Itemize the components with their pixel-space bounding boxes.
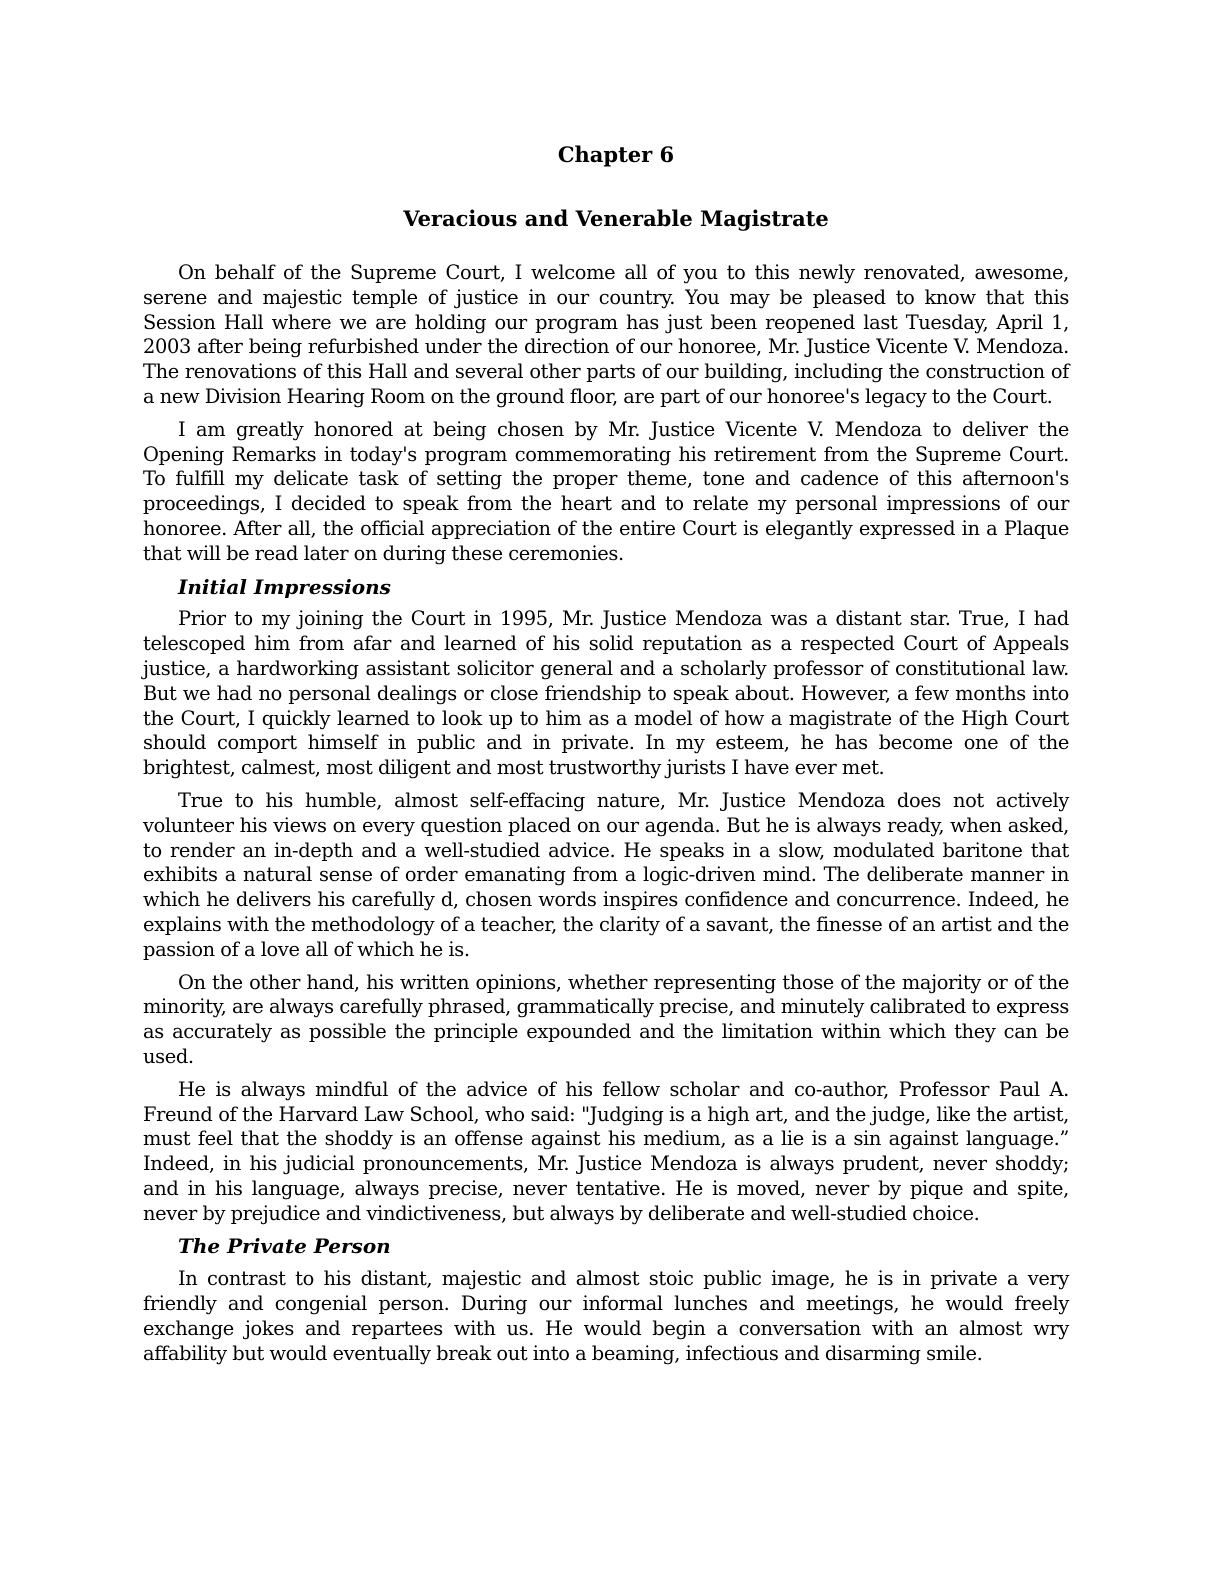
chapter-title: Veracious and Venerable Magistrate <box>403 206 829 231</box>
subheading-initial-impressions: Initial Impressions <box>178 574 391 599</box>
chapter-number: Chapter 6 <box>557 142 675 167</box>
document-body <box>143 261 1069 1366</box>
paragraph-humble-nature: True to his humble, almost self-effacing nature, Mr. Justice Mendoza does not actively volunteer his views on every question placed on our agenda. But he is always ready, when asked, to render an in-depth and a well-studied advice. He speaks in a slow, modulated baritone that exhibits a natural sense of order emanating from a logic-driven mind. The deliberate manner in which he delivers his carefully d, chosen words inspires confidence and concurrence. Indeed, he explains with the methodology of a teacher, the clarity of a savant, the finesse of an artist and the passion of a love all of which he is. <box>143 788 1069 961</box>
subheading-private-person: The Private Person <box>178 1234 391 1259</box>
paragraph-welcome: On behalf of the Supreme Court, I welcome all of you to this newly renovated, awesome, serene and majestic temple of justice in our country. You may be pleased to know that this Session Hall where we are holding our program has just been reopened last Tuesday, April 1, 2003 after being refurbished under the direction of our honoree, Mr. Justice Vicente V. Mendoza. The renovations of this Hall and several other parts of our building, including the construction of a new Division Hearing Room on the ground floor, are part of our honoree's legacy to the Court. <box>143 261 1069 408</box>
paragraph-written-opinions: On the other hand, his written opinions, whether representing those of the majority or of the minority, are always carefully phrased, grammatically precise, and minutely calibrated to express as accurately as possible the principle expounded and the limitation within which they can be used. <box>143 970 1069 1068</box>
paragraph-private-person: In contrast to his distant, majestic and almost stoic public image, he is in private a very friendly and congenial person. During our informal lunches and meetings, he would freely exchange jokes and repartees with us. He would begin a conversation with an almost wry affability but would eventually break out into a beaming, infectious and disarming smile. <box>143 1267 1069 1365</box>
paragraph-distant-star: Prior to my joining the Court in 1995, Mr. Justice Mendoza was a distant star. True, I had telescoped him from afar and learned of his solid reputation as a respected Court of Appeals justice, a hardworking assistant solicitor general and a scholarly professor of constitutional law. But we had no personal dealings or close friendship to speak about. However, a few months into the Court, I quickly learned to look up to him as a model of how a magistrate of the High Court should comport himself in public and in private. In my esteem, he has become one of the brightest, calmest, most diligent and most trustworthy jurists I have ever met. <box>143 607 1069 780</box>
paragraph-opening-remarks: I am greatly honored at being chosen by Mr. Justice Vicente V. Mendoza to deliver the Opening Remarks in today's program commemorating his retirement from the Supreme Court. To fulfill my delicate task of setting the proper theme, tone and cadence of this afternoon's proceedings, I decided to speak from the heart and to relate my personal impressions of our honoree. After all, the official appreciation of the entire Court is elegantly expressed in a Plaque that will be read later on during these ceremonies. <box>143 417 1069 565</box>
document-page <box>143 140 1069 1374</box>
paragraph-freund-advice: He is always mindful of the advice of his fellow scholar and co-author, Professor Paul A. Freund of the Harvard Law School, who said: "Judging is a high art, and the judge, like the artist, must feel that the shoddy is an offense against his medium, as a lie is a sin against language.” Indeed, in his judicial pronouncements, Mr. Justice Mendoza is always prudent, never shoddy; and in his language, always precise, never tentative. He is moved, never by pique and spite, never by prejudice and vindictiveness, but always by deliberate and well-studied choice. <box>143 1077 1069 1225</box>
